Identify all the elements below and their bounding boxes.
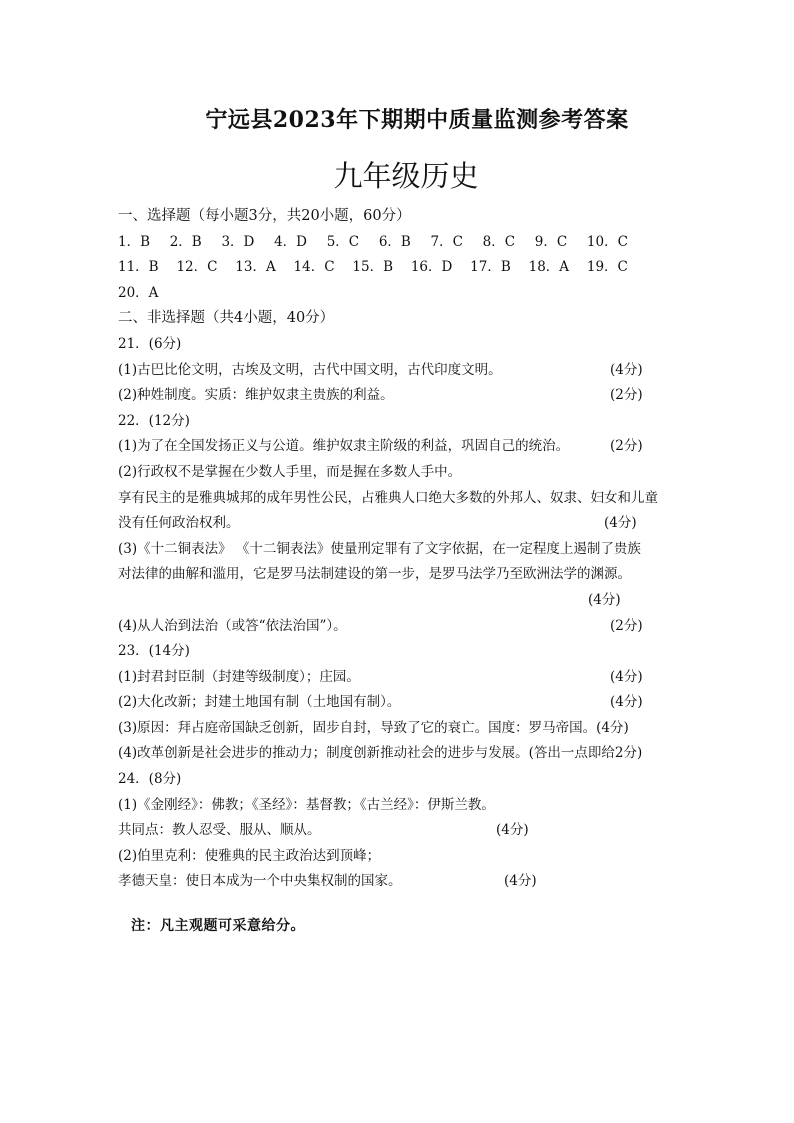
q22-answer-3-cont: 对法律的曲解和滥用，它是罗马法制建设的第一步，是罗马法学乃至欧洲法学的渊源。: [118, 566, 631, 583]
q22-header: 22．(12分): [118, 412, 190, 429]
mc-answer: 15．B: [352, 259, 393, 276]
mc-answer: 1．B: [118, 233, 151, 250]
q24-answer-1-cont: [118, 818, 678, 844]
answer-text: 共同点：教人忍受、服从、顺从。: [118, 822, 321, 839]
q23-header: 23．(14分): [118, 643, 190, 660]
score-label: (4分): [610, 694, 643, 711]
q23-answer-1: [118, 665, 678, 691]
mc-answer: 2．B: [169, 233, 202, 250]
score-label: (2分): [610, 617, 643, 634]
mc-answer: 14．C: [293, 259, 335, 276]
score-label: (4分): [604, 515, 637, 532]
q24-header: 24．(8分): [118, 771, 182, 788]
q22-answer-1: [118, 434, 678, 460]
section1-heading: 一、选择题（每小题3分，共20小题，60分）: [118, 208, 411, 224]
answer-text: (2)大化改新；封建土地国有制（土地国有制）。: [118, 694, 401, 711]
mc-answer: 7．C: [430, 233, 463, 250]
answer-text: 没有任何政治权利。: [118, 515, 240, 532]
mc-answer: 18．A: [528, 259, 570, 276]
mc-answer: 5．C: [326, 233, 360, 250]
q22-answer-3: (3)《十二铜表法》 《十二铜表法》使量刑定罪有了文字依据，在一定程度上遏制了贵族: [118, 540, 641, 557]
mc-answer: 3．D: [221, 233, 255, 250]
mc-row-1: [118, 230, 678, 256]
q23-answer-4: (4)改革创新是社会进步的推动力；制度创新推动社会的进步与发展。(答出一点即给2分): [118, 745, 643, 762]
mc-row-3: [118, 281, 678, 307]
mc-answer: 8．C: [482, 233, 516, 250]
q24-answer-2: (2)伯里克利：使雅典的民主政治达到顶峰；: [118, 847, 381, 864]
answer-text: (2)种姓制度。实质：维护奴隶主贵族的利益。: [118, 387, 394, 404]
mc-answer: 20．A: [118, 284, 159, 301]
mc-answer: 17．B: [470, 259, 511, 276]
mc-answer: 19．C: [586, 259, 628, 276]
section2-heading: 二、非选择题（共4小题，40分）: [118, 310, 335, 327]
score-label: (4分): [504, 873, 537, 890]
score-label: (4分): [610, 361, 643, 378]
mc-answer: 13．A: [235, 259, 276, 276]
mc-answer: 4．D: [274, 233, 307, 250]
q22-answer-2-end: [118, 511, 678, 537]
score-label: (2分): [610, 387, 643, 404]
answer-text: (1)古巴比伦文明，古埃及文明，古代中国文明，古代印度文明。: [118, 361, 502, 378]
document-subtitle: 九年级历史: [333, 159, 479, 193]
mc-answer: 12．C: [176, 259, 218, 276]
answer-text: (1)为了在全国发扬正义与公道。维护奴隶主阶级的利益，巩固自己的统治。: [118, 438, 570, 455]
mc-answer: 9．C: [534, 233, 568, 250]
score-label: (4分): [588, 591, 621, 608]
answer-text: 孝德天皇：使日本成为一个中央集权制的国家。: [118, 873, 402, 890]
document-title: 宁远县2023年下期期中质量监测参考答案: [205, 107, 629, 133]
q21-header: 21．(6分): [118, 335, 182, 352]
mc-answer: 11．B: [118, 259, 159, 276]
q22-answer-2-cont: 享有民主的是雅典城邦的成年男性公民，占雅典人口绝大多数的外邦人、奴隶、妇女和儿童: [118, 489, 658, 506]
mc-answer: 6．B: [378, 233, 411, 250]
q22-answer-2: (2)行政权不是掌握在少数人手里，而是握在多数人手中。: [118, 463, 462, 480]
q24-answer-2-cont: [118, 869, 678, 895]
mc-answer: 16．D: [410, 259, 453, 276]
q23-answer-2: [118, 690, 678, 716]
q24-answer-1: (1)《金刚经》：佛教；《圣经》：基督教；《古兰经》：伊斯兰教。: [118, 796, 495, 813]
grading-note: 注：凡主观题可采意给分。: [131, 918, 305, 934]
q22-answer-3-score-line: [118, 588, 678, 614]
mc-answer: 10．C: [586, 233, 628, 250]
answer-text: (1)封君封臣制（封建等级制度）；庄园。: [118, 668, 360, 685]
q23-answer-3: (3)原因：拜占庭帝国缺乏创新，固步自封，导致了它的衰亡。国度：罗马帝国。(4分): [118, 719, 629, 736]
mc-row-2: [118, 255, 678, 281]
score-label: (4分): [496, 822, 529, 839]
q21-answer-2: [118, 383, 678, 409]
answer-content: [118, 204, 678, 895]
answer-text: (4)从人治到法治（或答“依法治国”）。: [118, 617, 347, 634]
score-label: (4分): [610, 668, 643, 685]
score-label: (2分): [610, 438, 643, 455]
q21-answer-1: [118, 358, 678, 384]
q22-answer-4: [118, 614, 678, 640]
